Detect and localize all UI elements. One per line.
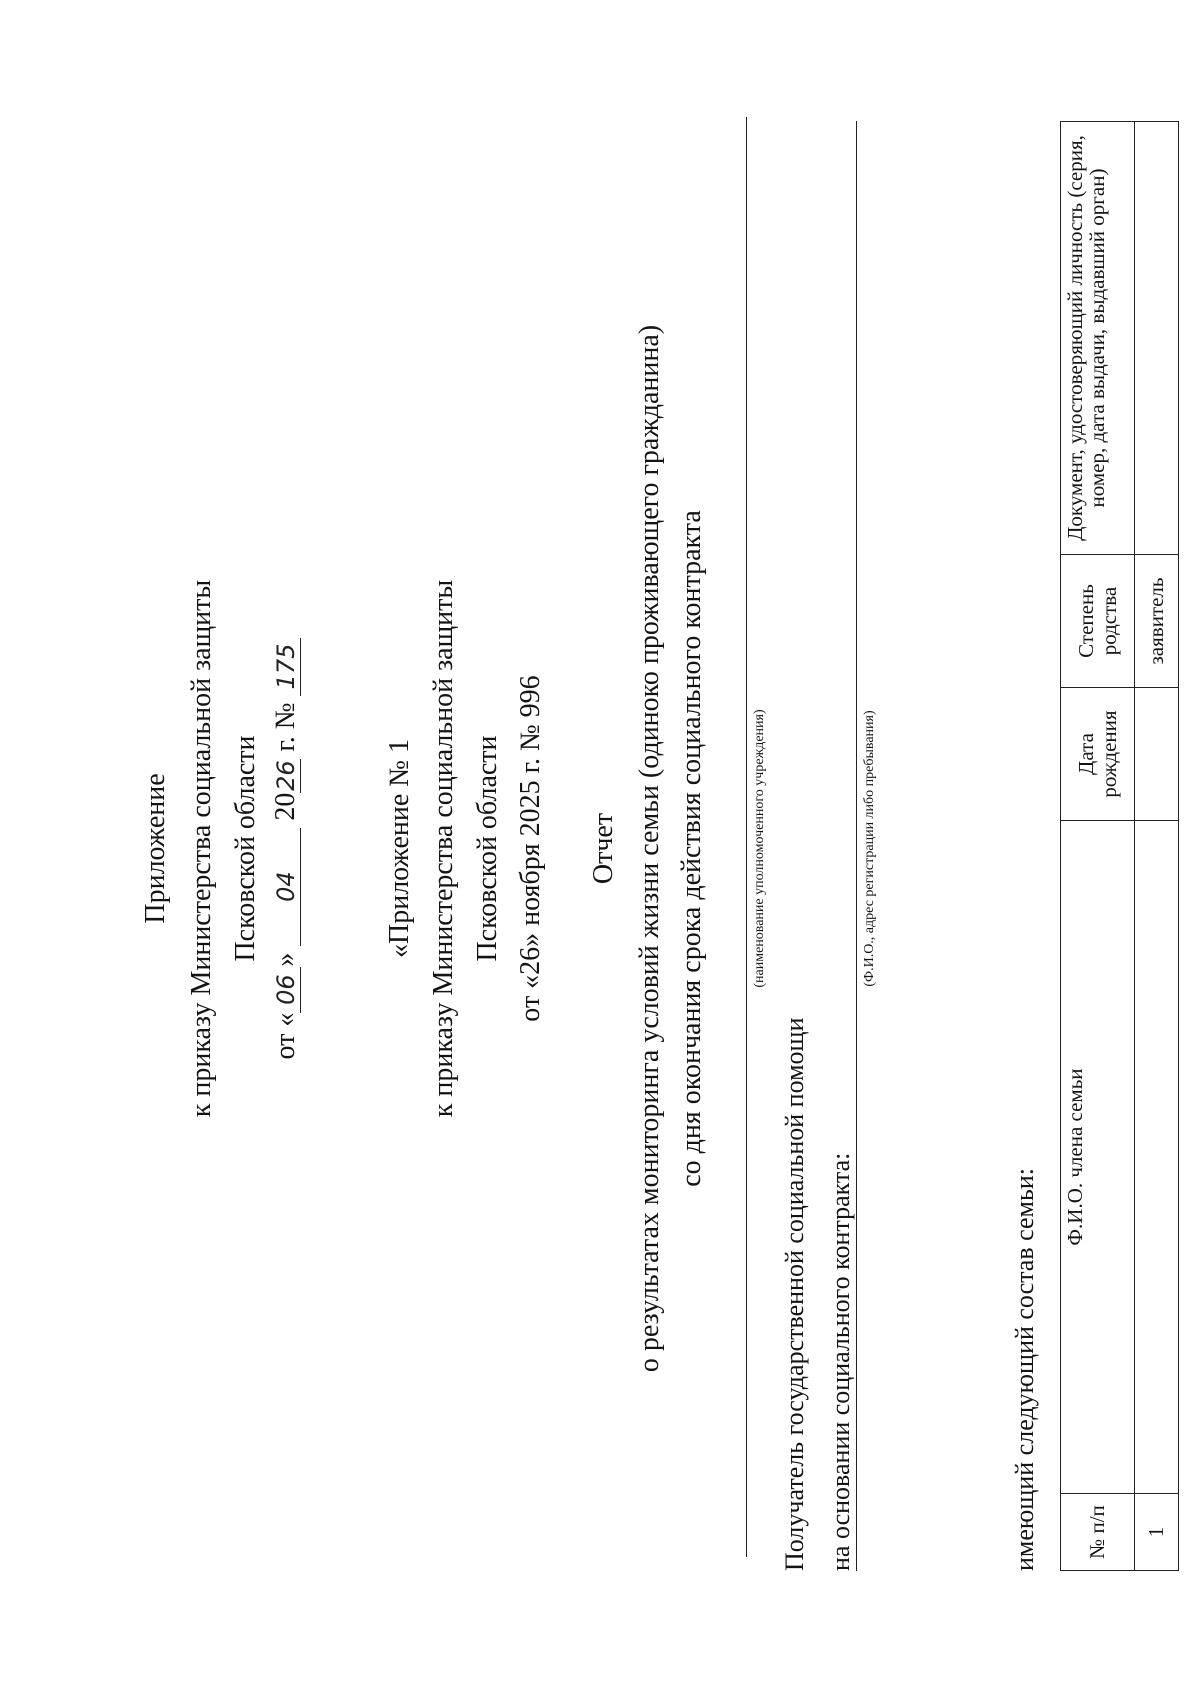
date-suffix: г. №	[270, 702, 301, 752]
cell-number: 1	[1135, 1494, 1179, 1571]
year-handwritten: 26	[272, 760, 300, 791]
date-mid: »	[270, 952, 301, 967]
appendix-line2: Псковской области	[230, 735, 261, 962]
appendix-line1: к приказу Министерства социальной защиты	[186, 579, 217, 1118]
date-prefix: от «	[270, 1012, 301, 1060]
day-handwritten: 06	[272, 967, 301, 1013]
appendix1-line2: Псковской области	[472, 735, 503, 962]
report-title: Отчет	[588, 812, 619, 885]
recipient-line2: на основании социального контракта:	[826, 1152, 855, 1571]
header-document: Документ, удостоверяющий личность (серия, номер, дата выдачи, выдавший орган)	[1061, 122, 1135, 555]
recipient-line1: Получатель государственной социальной помощи	[780, 1017, 809, 1571]
cell-document	[1135, 122, 1179, 555]
order-number-handwritten: 175	[272, 638, 301, 696]
appendix-title: Приложение	[140, 773, 171, 924]
cell-name	[1135, 821, 1179, 1494]
appendix1-line3: от «26» ноября 2025 г. № 996	[515, 675, 546, 1022]
appendix-date-line	[270, 0, 302, 1697]
table-row	[1135, 122, 1179, 1571]
header-birthdate: Дата рождения	[1061, 688, 1135, 821]
cell-birthdate	[1135, 688, 1179, 821]
institution-line	[746, 117, 747, 1557]
year-prefix: 20	[270, 792, 301, 821]
family-label: имеющий следующий состав семьи:	[1010, 1168, 1039, 1571]
table-header-row	[1061, 122, 1135, 1571]
report-line1: о результатах мониторинга условий жизни семьи (одиноко проживающего гражданина)	[634, 324, 665, 1373]
institution-caption: (наименование уполномоченного учреждения)	[752, 709, 767, 988]
cell-kinship: заявитель	[1135, 555, 1179, 688]
month-handwritten: 04	[272, 828, 301, 946]
header-name: Ф.И.О. члена семьи	[1061, 821, 1135, 1494]
appendix1-line1: к приказу Министерства социальной защиты	[428, 579, 459, 1118]
person-line	[856, 121, 857, 1571]
header-number: № п/п	[1061, 1494, 1135, 1571]
family-table	[1060, 121, 1179, 1571]
person-caption: (Ф.И.О., адрес регистрации либо пребывания)	[862, 710, 877, 987]
report-line2: со дня окончания срока действия социального контракта	[676, 510, 707, 1187]
appendix1-title: «Приложение № 1	[384, 739, 415, 958]
header-kinship: Степень родства	[1061, 555, 1135, 688]
